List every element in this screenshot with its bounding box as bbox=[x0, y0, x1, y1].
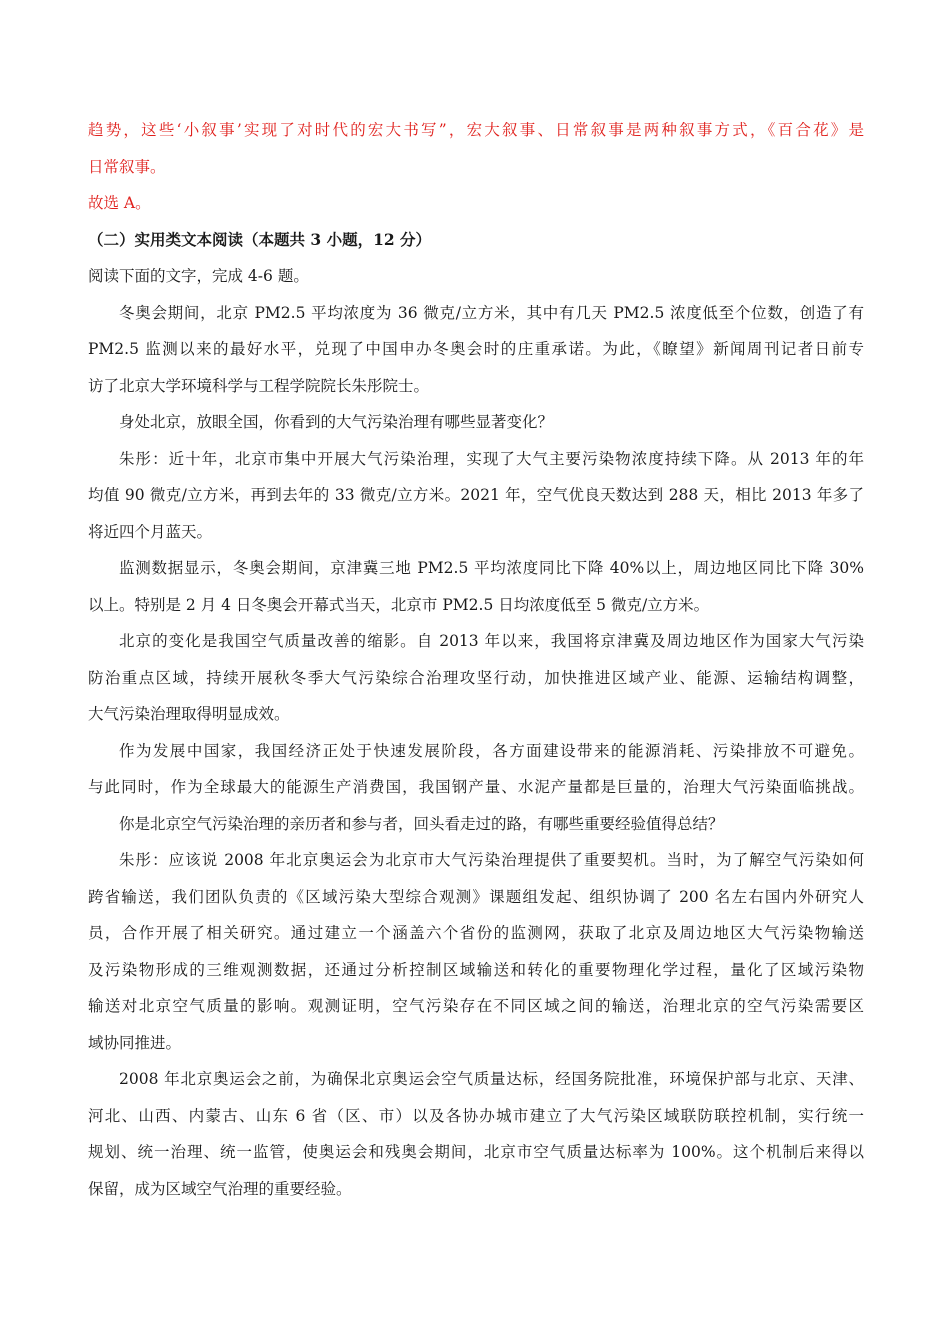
paragraph-line: 保留，成为区域空气治理的重要经验。 bbox=[88, 1179, 352, 1198]
paragraph bbox=[88, 842, 864, 1061]
paragraph-line: 朱彤：应该说 2008 年北京奥运会为北京市大气污染治理提供了重要契机。当时，为了解空气污染如何 bbox=[119, 851, 864, 869]
paragraph-line: PM2.5 监测以来的最好水平，兑现了中国申办冬奥会时的庄重承诺。为此，《瞭望》新闻周刊记者日前专 bbox=[88, 340, 864, 358]
answer-explanation bbox=[88, 112, 864, 222]
section-instruction: 阅读下面的文字，完成 4-6 题。 bbox=[88, 267, 309, 285]
paragraph-line: 监测数据显示，冬奥会期间，京津冀三地 PM2.5 平均浓度同比下降 40%以上，周边地区同比下降 30% bbox=[119, 559, 864, 577]
paragraph-line: 与此同时，作为全球最大的能源生产消费国，我国钢产量、水泥产量都是巨量的，治理大气污染面临挑战。 bbox=[88, 778, 864, 796]
paragraph-line: 及污染物形成的三维观测数据，还通过分析控制区域输送和转化的重要物理化学过程，量化了区域污染物 bbox=[88, 960, 864, 979]
paragraph-line: 域协同推进。 bbox=[88, 1033, 182, 1052]
paragraph-line: 2008 年北京奥运会之前，为确保北京奥运会空气质量达标，经国务院批准，环境保护部与北京、天津、 bbox=[119, 1070, 864, 1088]
answer-line: 趋势，这些‘小叙事’实现了对时代的宏大书写”，宏大叙事、日常叙事是两种叙事方式，《百合花》是 bbox=[88, 121, 864, 139]
paragraph bbox=[88, 1061, 864, 1207]
paragraph-line: 将近四个月蓝天。 bbox=[88, 522, 213, 541]
paragraph-line: 河北、山西、内蒙古、山东 6 省（区、市）以及各协办城市建立了大气污染区域联防联控机制，实行统一 bbox=[88, 1106, 864, 1125]
section-heading: （二）实用类文本阅读（本题共 3 小题，12 分） bbox=[88, 229, 432, 249]
interview-question bbox=[88, 806, 864, 843]
paragraph-line: 作为发展中国家，我国经济正处于快速发展阶段，各方面建设带来的能源消耗、污染排放不可避免。 bbox=[119, 741, 864, 760]
paragraph-line: 以上。特别是 2 月 4 日冬奥会开幕式当天，北京市 PM2.5 日均浓度低至 5 微克/立方米。 bbox=[88, 595, 710, 614]
paragraph-line: 输送对北京空气质量的影响。观测证明，空气污染存在不同区域之间的输送，治理北京的空气污染需要区 bbox=[88, 997, 864, 1015]
paragraph-line: 访了北京大学环境科学与工程学院院长朱彤院士。 bbox=[88, 376, 430, 395]
paragraph bbox=[88, 295, 864, 405]
paragraph-line: 你是北京空气污染治理的亲历者和参与者，回头看走过的路，有哪些重要经验值得总结？ bbox=[119, 814, 724, 833]
paragraph-line: 均值 90 微克/立方米，再到去年的 33 微克/立方米。2021 年，空气优良天数达到 288 天，相比 2013 年多了 bbox=[88, 486, 864, 504]
paragraph-line: 身处北京，放眼全国，你看到的大气污染治理有哪些显著变化？ bbox=[119, 413, 554, 431]
paragraph-line: 员，合作开展了相关研究。通过建立一个涵盖六个省份的监测网，获取了北京及周边地区大气污染物输送 bbox=[88, 924, 864, 942]
paragraph-line: 规划、统一治理、统一监管，使奥运会和残奥会期间，北京市空气质量达标率为 100%。这个机制后来得以 bbox=[88, 1143, 864, 1161]
paragraph-line: 大气污染治理取得明显成效。 bbox=[88, 705, 290, 723]
paragraph-line: 防治重点区域，持续开展秋冬季大气污染综合治理攻坚行动，加快推进区域产业、能源、运输结构调整， bbox=[88, 668, 864, 687]
paragraph-line: 冬奥会期间，北京 PM2.5 平均浓度为 36 微克/立方米，其中有几天 PM2.5 浓度低至个位数，创造了有 bbox=[119, 303, 864, 322]
document-body bbox=[88, 112, 864, 1207]
paragraph-line: 跨省输送，我们团队负责的《区域污染大型综合观测》课题组发起、组织协调了 200 名左右国内外研究人 bbox=[88, 887, 864, 906]
answer-choice: 故选 A。 bbox=[88, 194, 151, 212]
paragraph bbox=[88, 733, 864, 806]
paragraph-line: 朱彤：近十年，北京市集中开展大气污染治理，实现了大气主要污染物浓度持续下降。从 2013 年的年 bbox=[119, 449, 864, 468]
paragraph-line: 北京的变化是我国空气质量改善的缩影。自 2013 年以来，我国将京津冀及周边地区作为国家大气污染 bbox=[119, 632, 864, 650]
interview-question bbox=[88, 404, 864, 441]
paragraph bbox=[88, 550, 864, 623]
paragraph bbox=[88, 441, 864, 551]
answer-line: 日常叙事。 bbox=[88, 157, 166, 176]
paragraph bbox=[88, 623, 864, 733]
